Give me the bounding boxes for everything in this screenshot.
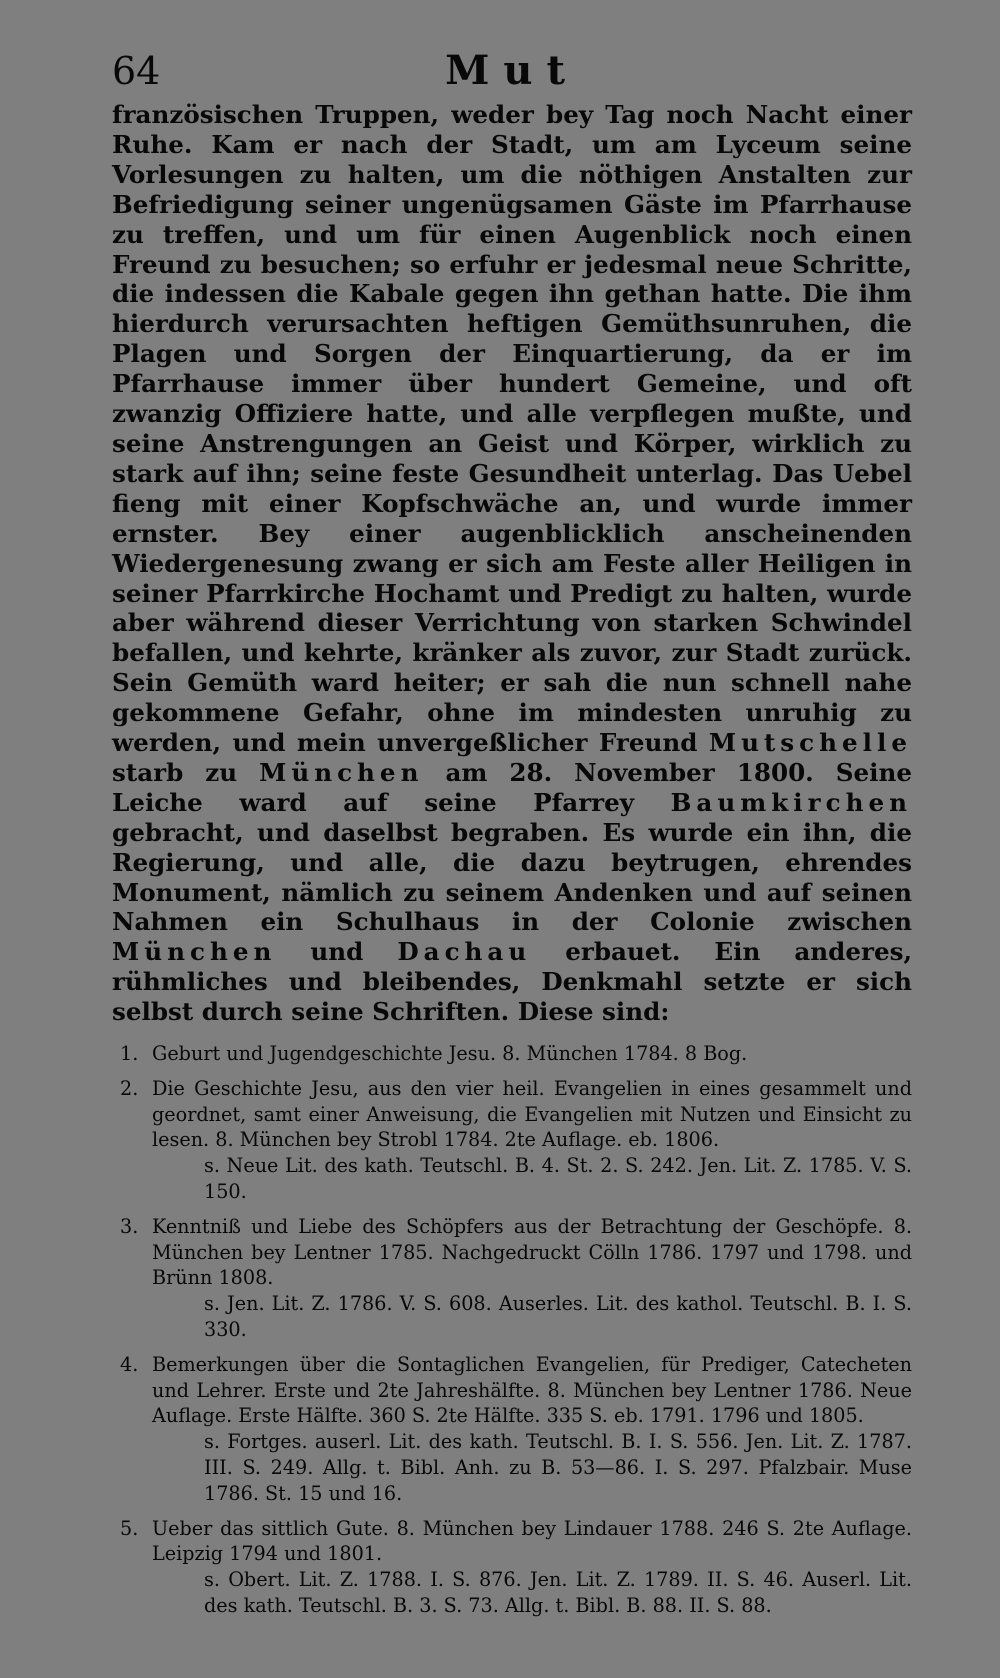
text-run: am 28. November 1800. Seine Leiche ward auf seine Pfarrey [112, 757, 912, 817]
text-run: erbauet. Ein anderes, rühmliches und bleibendes, Denkmahl setzte er sich selbst durch seine Schriften. Diese sind: [112, 937, 913, 1027]
entry-number: 4. [120, 1352, 139, 1376]
place-name: Baumkirchen [670, 787, 912, 817]
bibliography-entry [112, 1041, 912, 1067]
entry-number: 3. [120, 1214, 139, 1238]
entry-text: Die Geschichte Jesu, aus den vier heil. Evangelien in eines gesammelt und geordnet, samt einer Anweisung, die Evangelien mit Nutzen und Einsicht zu lesen. 8. München bey Strobl 1784. 2te Auflage. eb. 1806. [152, 1076, 912, 1152]
place-name: München [259, 757, 424, 787]
entry-text: Bemerkungen über die Sontaglichen Evangelien, für Prediger, Catecheten und Lehrer. Erste und 2te Jahreshälfte. 8. München bey Lentner 1786. Neue Auflage. Erste Hälfte. 360 S. 2te Hälfte. 335 S. eb. 1791. 1796 und 1805. [152, 1352, 912, 1428]
text-run: und [310, 937, 364, 967]
place-name: München [112, 937, 277, 967]
text-run: gebracht, und daselbst begraben. Es wurde ein ihn, die Regierung, und alle, die dazu beytrugen, ehrendes Monument, nämlich zu seinem Andenken und auf seinen Nahmen ein Schulhaus in der Colonie zwischen [112, 817, 912, 937]
text-run: französischen Truppen, weder bey Tag noch Nacht einer Ruhe. Kam er nach der Stadt, um am Lyceum seine Vorlesungen zu halten, um die nöthigen Anstalten zur Befriedigung seiner ungenügsamen Gäste im Pfarrhause zu treffen, und um für einen Augenblick noch einen Freund zu besuchen; so erfuhr er jedesmal neue Schritte, die indessen die Kabale gegen ihn gethan hatte. Die ihm hierdurch verursachten heftigen Gemüthsunruhen, die Plagen und Sorgen der Einquartierung, da er im Pfarrhause immer über hundert Gemeine, und oft zwanzig Offiziere hatte, und alle verpflegen mußte, und seine Anstrengungen an Geist und Körper, wirklich zu stark auf ihn; seine feste Gesundheit unterlag. Das Uebel fieng mit einer Kopfschwäche an, und wurde immer ernster. Bey einer augenblicklich anscheinenden Wiedergenesung zwang er sich am Feste aller Heiligen in seiner Pfarrkirche Hochamt und Predigt zu halten, wurde aber während dieser Verrichtung von starken Schwindel befallen, und kehrte, kränker als zuvor, zur Stadt zurück. Sein Gemüth ward heiter; er sah die nun schnell nahe gekommene Gefahr, ohne im mindesten unruhig zu werden, und mein unvergeßlicher Freund [112, 100, 912, 758]
page-number: 64 [112, 49, 161, 93]
person-name: Mutschelle [708, 728, 912, 758]
entry-number: 1. [120, 1042, 139, 1066]
entry-reference: s. Neue Lit. des kath. Teutschl. B. 4. St. 2. S. 242. Jen. Lit. Z. 1785. V. S. 150. [204, 1154, 912, 1204]
page-header [112, 46, 912, 96]
bibliography-entry [112, 1516, 912, 1619]
place-name: Dachau [397, 937, 532, 967]
bibliography-entry [112, 1214, 912, 1343]
entry-text: Kenntniß und Liebe des Schöpfers aus der Betrachtung der Geschöpfe. 8. München bey Lentner 1785. Nachgedruckt Cölln 1786. 1797 und 1798. und Brünn 1808. [152, 1214, 912, 1290]
entry-text: Ueber das sittlich Gute. 8. München bey Lindauer 1788. 246 S. 2te Auflage. Leipzig 1794 und 1801. [152, 1516, 912, 1566]
book-page [112, 46, 912, 1646]
entry-number: 2. [120, 1076, 139, 1100]
bibliography-entry [112, 1076, 912, 1205]
running-head: Mut [445, 47, 579, 94]
entry-number: 5. [120, 1516, 139, 1540]
bibliography-entry [112, 1352, 912, 1507]
entry-reference: s. Fortges. auserl. Lit. des kath. Teutschl. B. I. S. 556. Jen. Lit. Z. 1787. III. S. 249. Allg. t. Bibl. Anh. zu B. 53—86. I. S. 297. Pfalzbair. Muse 1786. St. 15 und 16. [204, 1430, 912, 1505]
main-paragraph [112, 100, 912, 1027]
bibliography-list [112, 1041, 912, 1619]
text-run: starb zu [112, 757, 238, 787]
entry-reference: s. Obert. Lit. Z. 1788. I. S. 876. Jen. Lit. Z. 1789. II. S. 46. Auserl. Lit. des kath. Teutschl. B. 3. S. 73. Allg. t. Bibl. B. 88. II. S. 88. [204, 1568, 912, 1618]
entry-text: Geburt und Jugendgeschichte Jesu. 8. München 1784. 8 Bog. [152, 1042, 748, 1066]
entry-reference: s. Jen. Lit. Z. 1786. V. S. 608. Auserles. Lit. des kathol. Teutschl. B. I. S. 330. [204, 1292, 912, 1342]
